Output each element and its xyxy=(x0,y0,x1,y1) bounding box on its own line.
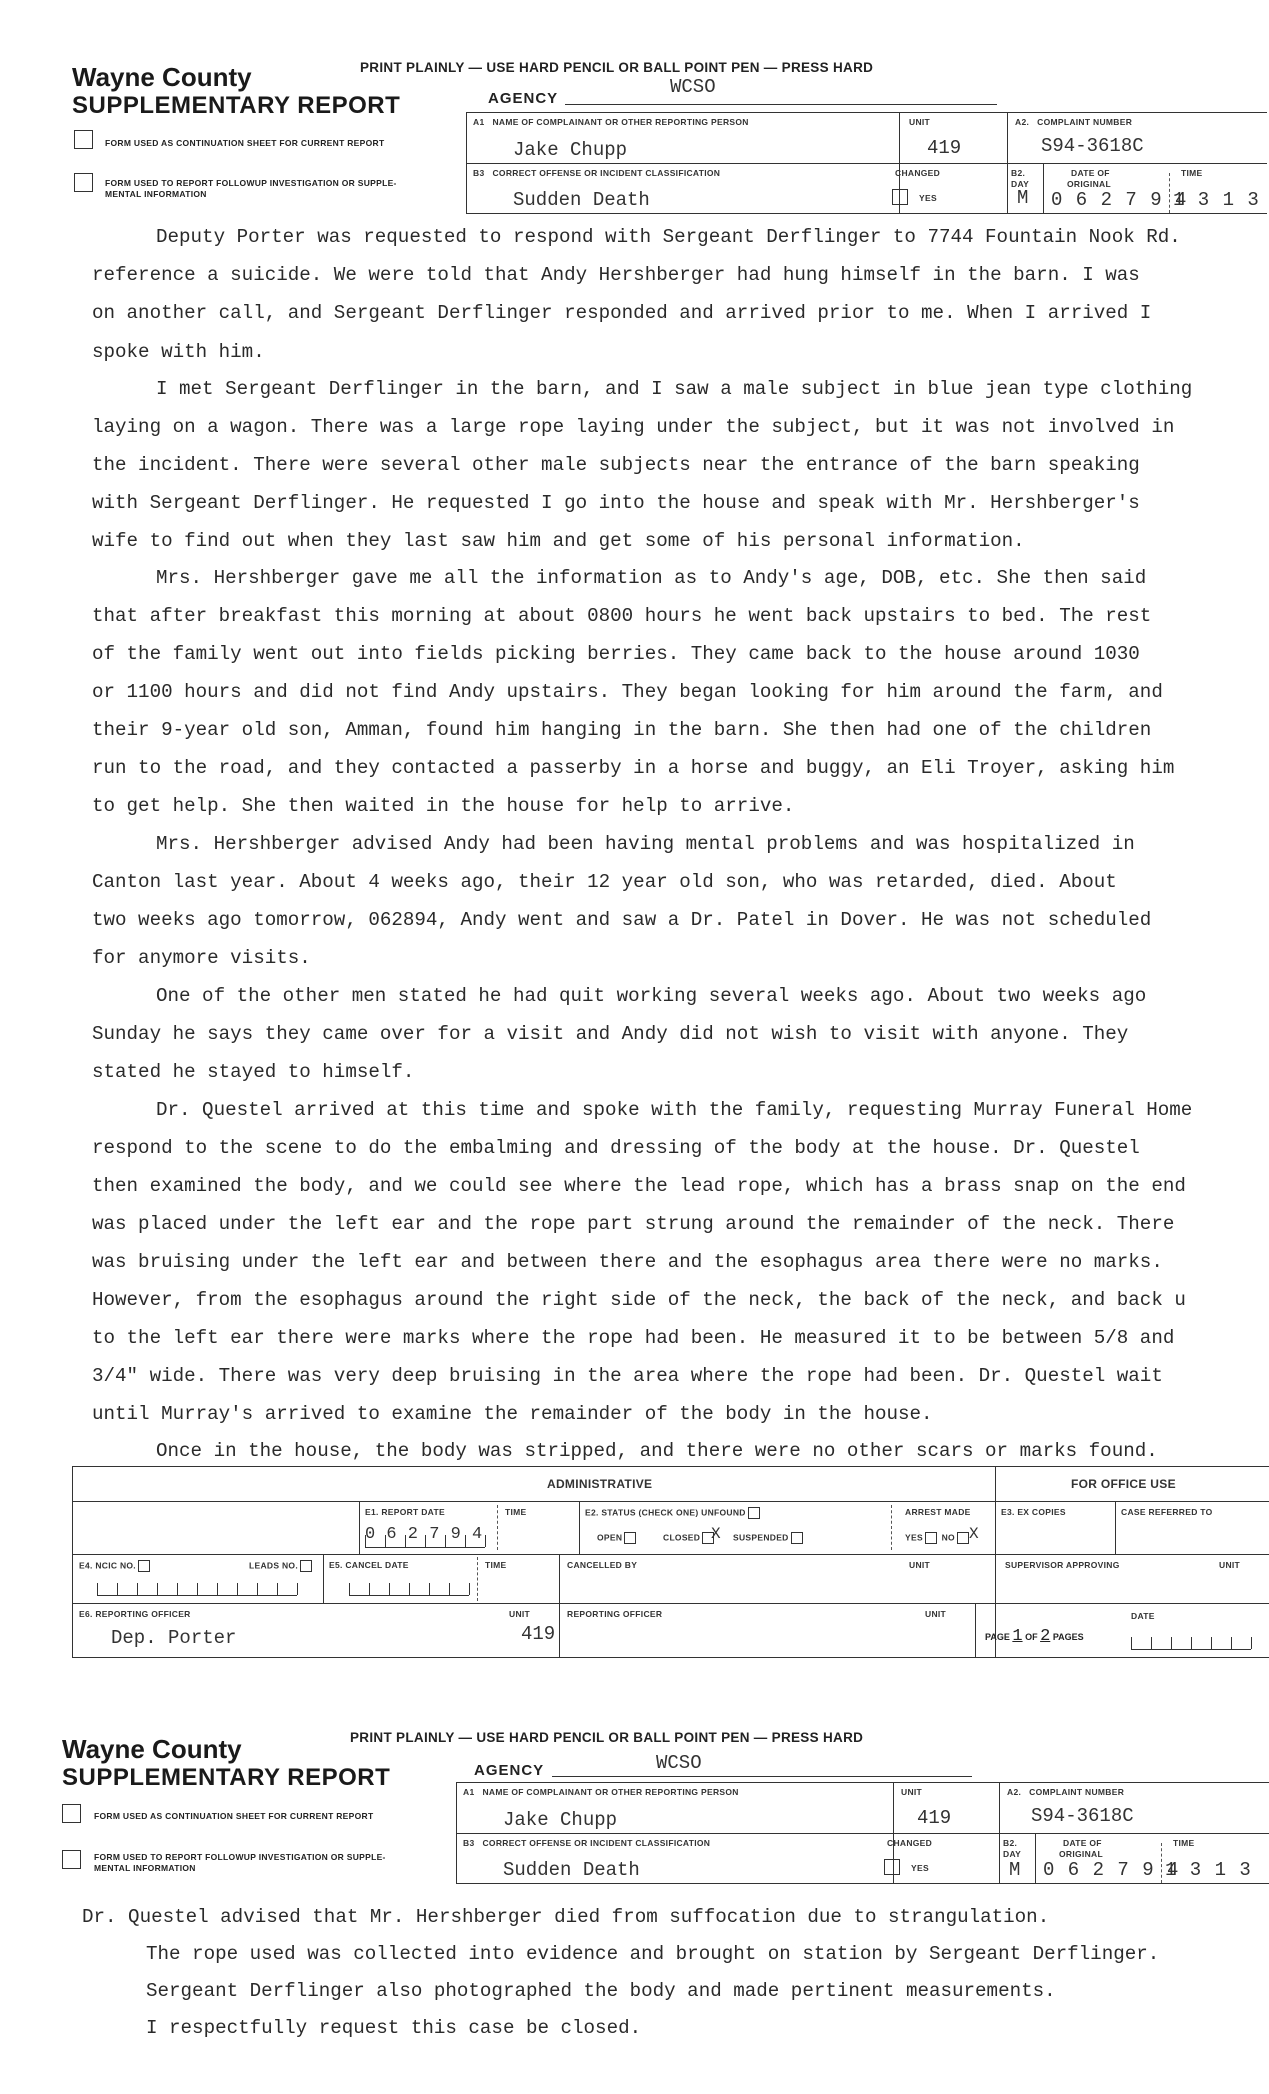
narrative-line: Dr. Questel arrived at this time and spoke with the family, requesting Murray Funeral Home xyxy=(156,1099,1193,1121)
brand-county-2: Wayne County xyxy=(62,1734,242,1764)
page-count: PAGE 1 OF 2 PAGES xyxy=(985,1627,1084,1646)
narrative-line: spoke with him. xyxy=(92,341,265,363)
continuation-checkbox[interactable] xyxy=(74,130,93,149)
followup-checkbox-2[interactable] xyxy=(62,1850,81,1869)
complaint-number-value-2: S94-3618C xyxy=(1031,1805,1134,1827)
arrest-no-checkbox[interactable] xyxy=(957,1532,969,1544)
report-date-value: 0 6 2 7 9 4 xyxy=(365,1525,483,1544)
header-table xyxy=(466,112,1267,214)
changed-label: CHANGED xyxy=(895,168,941,178)
narrative-line: Dr. Questel advised that Mr. Hershberger died from suffocation due to strangulation. xyxy=(82,1906,1050,1928)
complaint-number-value: S94-3618C xyxy=(1041,135,1144,157)
narrative-line: laying on a wagon. There was a large rope laying under the subject, but it was not involved in xyxy=(92,416,1175,438)
time-value: 1 3 1 3 xyxy=(1173,189,1260,211)
agency-value-2: WCSO xyxy=(656,1752,702,1774)
continuation-label-2: FORM USED AS CONTINUATION SHEET FOR CURRENT REPORT xyxy=(94,1811,374,1821)
agency-value: WCSO xyxy=(670,76,716,98)
b3-label: B3 CORRECT OFFENSE OR INCIDENT CLASSIFICATION xyxy=(473,168,721,178)
ncic-boxes xyxy=(97,1581,297,1596)
complainant-value-2: Jake Chupp xyxy=(503,1809,618,1831)
narrative-line: However, from the esophagus around the right side of the neck, the back of the neck, and back u xyxy=(92,1289,1186,1311)
administrative-block xyxy=(72,1466,1269,1658)
narrative-line: The rope used was collected into evidence and brought on station by Sergeant Derflinger. xyxy=(146,1943,1160,1965)
followup-label-2a: FORM USED TO REPORT FOLLOWUP INVESTIGATION OR SUPPLE- xyxy=(94,1852,386,1862)
narrative-line: stated he stayed to himself. xyxy=(92,1061,415,1083)
classification-value-2: Sudden Death xyxy=(503,1859,640,1881)
unit-label-3: UNIT xyxy=(1219,1560,1241,1570)
narrative-line: Sunday he says they came over for a visit and Andy did not wish to visit with anyone. They xyxy=(92,1023,1129,1045)
e4-label: E4. NCIC NO. xyxy=(79,1560,152,1572)
suspended-checkbox[interactable] xyxy=(791,1532,803,1544)
narrative-line: Once in the house, the body was stripped, and there were no other scars or marks found. xyxy=(156,1440,1158,1462)
narrative-line: until Murray's arrived to examine the remainder of the body in the house. xyxy=(92,1403,933,1425)
unit-value: 419 xyxy=(927,137,962,159)
officer-unit: 419 xyxy=(521,1623,556,1645)
narrative-line: Mrs. Hershberger advised Andy had been having mental problems and was hospitalized in xyxy=(156,833,1135,855)
day-value: M xyxy=(1017,187,1029,209)
narrative-line: with Sergeant Derflinger. He requested I go into the house and speak with Mr. Hershberger's xyxy=(92,492,1140,514)
agency-line-2 xyxy=(552,1776,972,1777)
a1-label-2: A1 NAME OF COMPLAINANT OR OTHER REPORTING PERSON xyxy=(463,1787,739,1797)
followup-checkbox[interactable] xyxy=(74,173,93,192)
classification-value: Sudden Death xyxy=(513,189,650,211)
changed-yes-label: YES xyxy=(919,193,937,203)
narrative-line: reference a suicide. We were told that Andy Hershberger had hung himself in the barn. I was xyxy=(92,264,1140,286)
date-label: DATE xyxy=(1131,1611,1155,1621)
agency-label: AGENCY xyxy=(488,90,559,107)
a2-label-2: A2. COMPLAINT NUMBER xyxy=(1007,1787,1125,1797)
narrative-line: that after breakfast this morning at about 0800 hours he went back upstairs to bed. The rest xyxy=(92,605,1152,627)
original-label: ORIGINAL xyxy=(1067,179,1111,189)
followup-label-1: FORM USED TO REPORT FOLLOWUP INVESTIGATION OR SUPPLE- xyxy=(105,178,397,188)
time-value-2: 1 3 1 3 xyxy=(1165,1859,1252,1881)
changed-label-2: CHANGED xyxy=(887,1838,933,1848)
admin-title: ADMINISTRATIVE xyxy=(547,1477,653,1491)
unit-label: UNIT xyxy=(909,117,931,127)
date-boxes xyxy=(1131,1635,1251,1650)
date-value-2: 0 6 2 7 9 4 xyxy=(1043,1859,1180,1881)
header-table-2 xyxy=(456,1782,1269,1884)
narrative-line: then examined the body, and we could see where the lead rope, which has a brass snap on the end xyxy=(92,1175,1186,1197)
narrative-line: their 9-year old son, Amman, found him hanging in the barn. She then had one of the children xyxy=(92,719,1152,741)
arrest-yes-checkbox[interactable] xyxy=(925,1532,937,1544)
b2-label: B2. xyxy=(1011,168,1026,178)
narrative-line: run to the road, and they contacted a passerby in a horse and buggy, an Eli Troyer, asking him xyxy=(92,757,1175,779)
narrative-line: the incident. There were several other male subjects near the entrance of the barn speaking xyxy=(92,454,1140,476)
a1-label: A1 NAME OF COMPLAINANT OR OTHER REPORTING PERSON xyxy=(473,117,749,127)
arrest-no-mark: X xyxy=(969,1525,979,1543)
followup-label-2b: MENTAL INFORMATION xyxy=(94,1863,196,1873)
cancel-date-boxes xyxy=(349,1581,469,1596)
day-value-2: M xyxy=(1009,1859,1021,1881)
narrative-line: of the family went out into fields picking berries. They came back to the house around 1030 xyxy=(92,643,1140,665)
narrative-line: or 1100 hours and did not find Andy upstairs. They began looking for him around the farm, and xyxy=(92,681,1163,703)
day-label-2: DAY xyxy=(1003,1849,1022,1859)
changed-yes-checkbox[interactable] xyxy=(892,189,908,205)
case-referred-label: CASE REFERRED TO xyxy=(1121,1507,1213,1517)
e3-label: E3. EX COPIES xyxy=(1001,1507,1066,1517)
closed-label: CLOSED xyxy=(663,1532,716,1544)
unit-label-p2: UNIT xyxy=(901,1787,923,1797)
narrative-line: was placed under the left ear and the rope part strung around the remainder of the neck. There xyxy=(92,1213,1175,1235)
form-brand-2 xyxy=(62,1736,390,1790)
narrative-line: One of the other men stated he had quit working several weeks ago. About two weeks ago xyxy=(156,985,1147,1007)
b2-label-2: B2. xyxy=(1003,1838,1018,1848)
e2-label: E2. STATUS (CHECK ONE) UNFOUND xyxy=(585,1507,762,1519)
e1-label: E1. REPORT DATE xyxy=(365,1507,445,1517)
date-value: 0 6 2 7 9 4 xyxy=(1051,189,1188,211)
time-label-e5: TIME xyxy=(485,1560,507,1570)
unit-label-2: UNIT xyxy=(909,1560,931,1570)
narrative-line: Canton last year. About 4 weeks ago, their 12 year old son, who was retarded, died. About xyxy=(92,871,1117,893)
print-instruction-2: PRINT PLAINLY — USE HARD PENCIL OR BALL POINT PEN — PRESS HARD xyxy=(350,1730,864,1745)
date-of-label-2: DATE OF xyxy=(1063,1838,1102,1848)
followup-label-2: MENTAL INFORMATION xyxy=(105,189,207,199)
agency-line xyxy=(565,104,997,105)
cancelled-by-label: CANCELLED BY xyxy=(567,1560,638,1570)
supervisor-label: SUPERVISOR APPROVING xyxy=(1005,1560,1120,1570)
complainant-value: Jake Chupp xyxy=(513,139,628,161)
officer-name: Dep. Porter xyxy=(111,1627,237,1649)
brand-title-2: SUPPLEMENTARY REPORT xyxy=(62,1764,391,1791)
open-label: OPEN xyxy=(597,1532,638,1544)
arrest-yes-label: YES NO xyxy=(905,1532,971,1544)
date-of-label: DATE OF xyxy=(1071,168,1110,178)
unit-label-5: UNIT xyxy=(925,1609,947,1619)
continuation-label: FORM USED AS CONTINUATION SHEET FOR CURRENT REPORT xyxy=(105,138,385,148)
narrative-line: 3/4" wide. There was very deep bruising in the area where the rope had been. Dr. Questel wait xyxy=(92,1365,1163,1387)
e6-label: E6. REPORTING OFFICER xyxy=(79,1609,191,1619)
agency-label-2: AGENCY xyxy=(474,1762,545,1779)
narrative-line: for anymore visits. xyxy=(92,947,311,969)
closed-mark: X xyxy=(711,1525,721,1543)
narrative-line: two weeks ago tomorrow, 062894, Andy went and saw a Dr. Patel in Dover. He was not scheduled xyxy=(92,909,1152,931)
time-label-2: TIME xyxy=(1173,1838,1195,1848)
narrative-line: wife to find out when they last saw him and get some of his personal information. xyxy=(92,530,1025,552)
leads-label: LEADS NO. xyxy=(249,1560,314,1572)
unit-value-2: 419 xyxy=(917,1807,952,1829)
a2-label: A2. COMPLAINT NUMBER xyxy=(1015,117,1133,127)
office-use-title: FOR OFFICE USE xyxy=(1071,1477,1176,1491)
narrative-line: respond to the scene to do the embalming and dressing of the body at the house. Dr. Questel xyxy=(92,1137,1140,1159)
narrative-line: I met Sergeant Derflinger in the barn, and I saw a male subject in blue jean type clothing xyxy=(156,378,1193,400)
narrative-line: Deputy Porter was requested to respond with Sergeant Derflinger to 7744 Fountain Nook Rd. xyxy=(156,226,1181,248)
e5-label: E5. CANCEL DATE xyxy=(329,1560,409,1570)
original-label-2: ORIGINAL xyxy=(1059,1849,1103,1859)
open-checkbox[interactable] xyxy=(624,1532,636,1544)
time-label: TIME xyxy=(1181,168,1203,178)
narrative-line: on another call, and Sergeant Derflinger responded and arrived prior to me. When I arrived I xyxy=(92,302,1152,324)
brand-title: SUPPLEMENTARY REPORT xyxy=(72,92,401,119)
changed-yes-label-2: YES xyxy=(911,1863,929,1873)
narrative-line: Sergeant Derflinger also photographed the body and made pertinent measurements. xyxy=(146,1980,1056,2002)
brand-county: Wayne County xyxy=(72,62,252,92)
time-label-e1: TIME xyxy=(505,1507,527,1517)
narrative-line: to get help. She then waited in the house for help to arrive. xyxy=(92,795,795,817)
narrative-line: to the left ear there were marks where the rope had been. He measured it to be between 5/8 and xyxy=(92,1327,1175,1349)
b3-label-2: B3 CORRECT OFFENSE OR INCIDENT CLASSIFICATION xyxy=(463,1838,711,1848)
form-brand xyxy=(72,64,400,118)
narrative-line: was bruising under the left ear and between there and the esophagus area there were no marks. xyxy=(92,1251,1163,1273)
narrative-line: I respectfully request this case be closed. xyxy=(146,2017,642,2039)
reporting-officer-label: REPORTING OFFICER xyxy=(567,1609,663,1619)
narrative-line: Mrs. Hershberger gave me all the information as to Andy's age, DOB, etc. She then said xyxy=(156,567,1147,589)
report-page-2 xyxy=(0,1700,1269,2094)
unit-label-4: UNIT xyxy=(509,1609,531,1619)
changed-yes-checkbox-2[interactable] xyxy=(884,1859,900,1875)
print-instruction: PRINT PLAINLY — USE HARD PENCIL OR BALL POINT PEN — PRESS HARD xyxy=(360,60,874,75)
continuation-checkbox-2[interactable] xyxy=(62,1804,81,1823)
day-label: DAY xyxy=(1011,179,1030,189)
suspended-label: SUSPENDED xyxy=(733,1532,805,1544)
arrest-label: ARREST MADE xyxy=(905,1507,971,1517)
